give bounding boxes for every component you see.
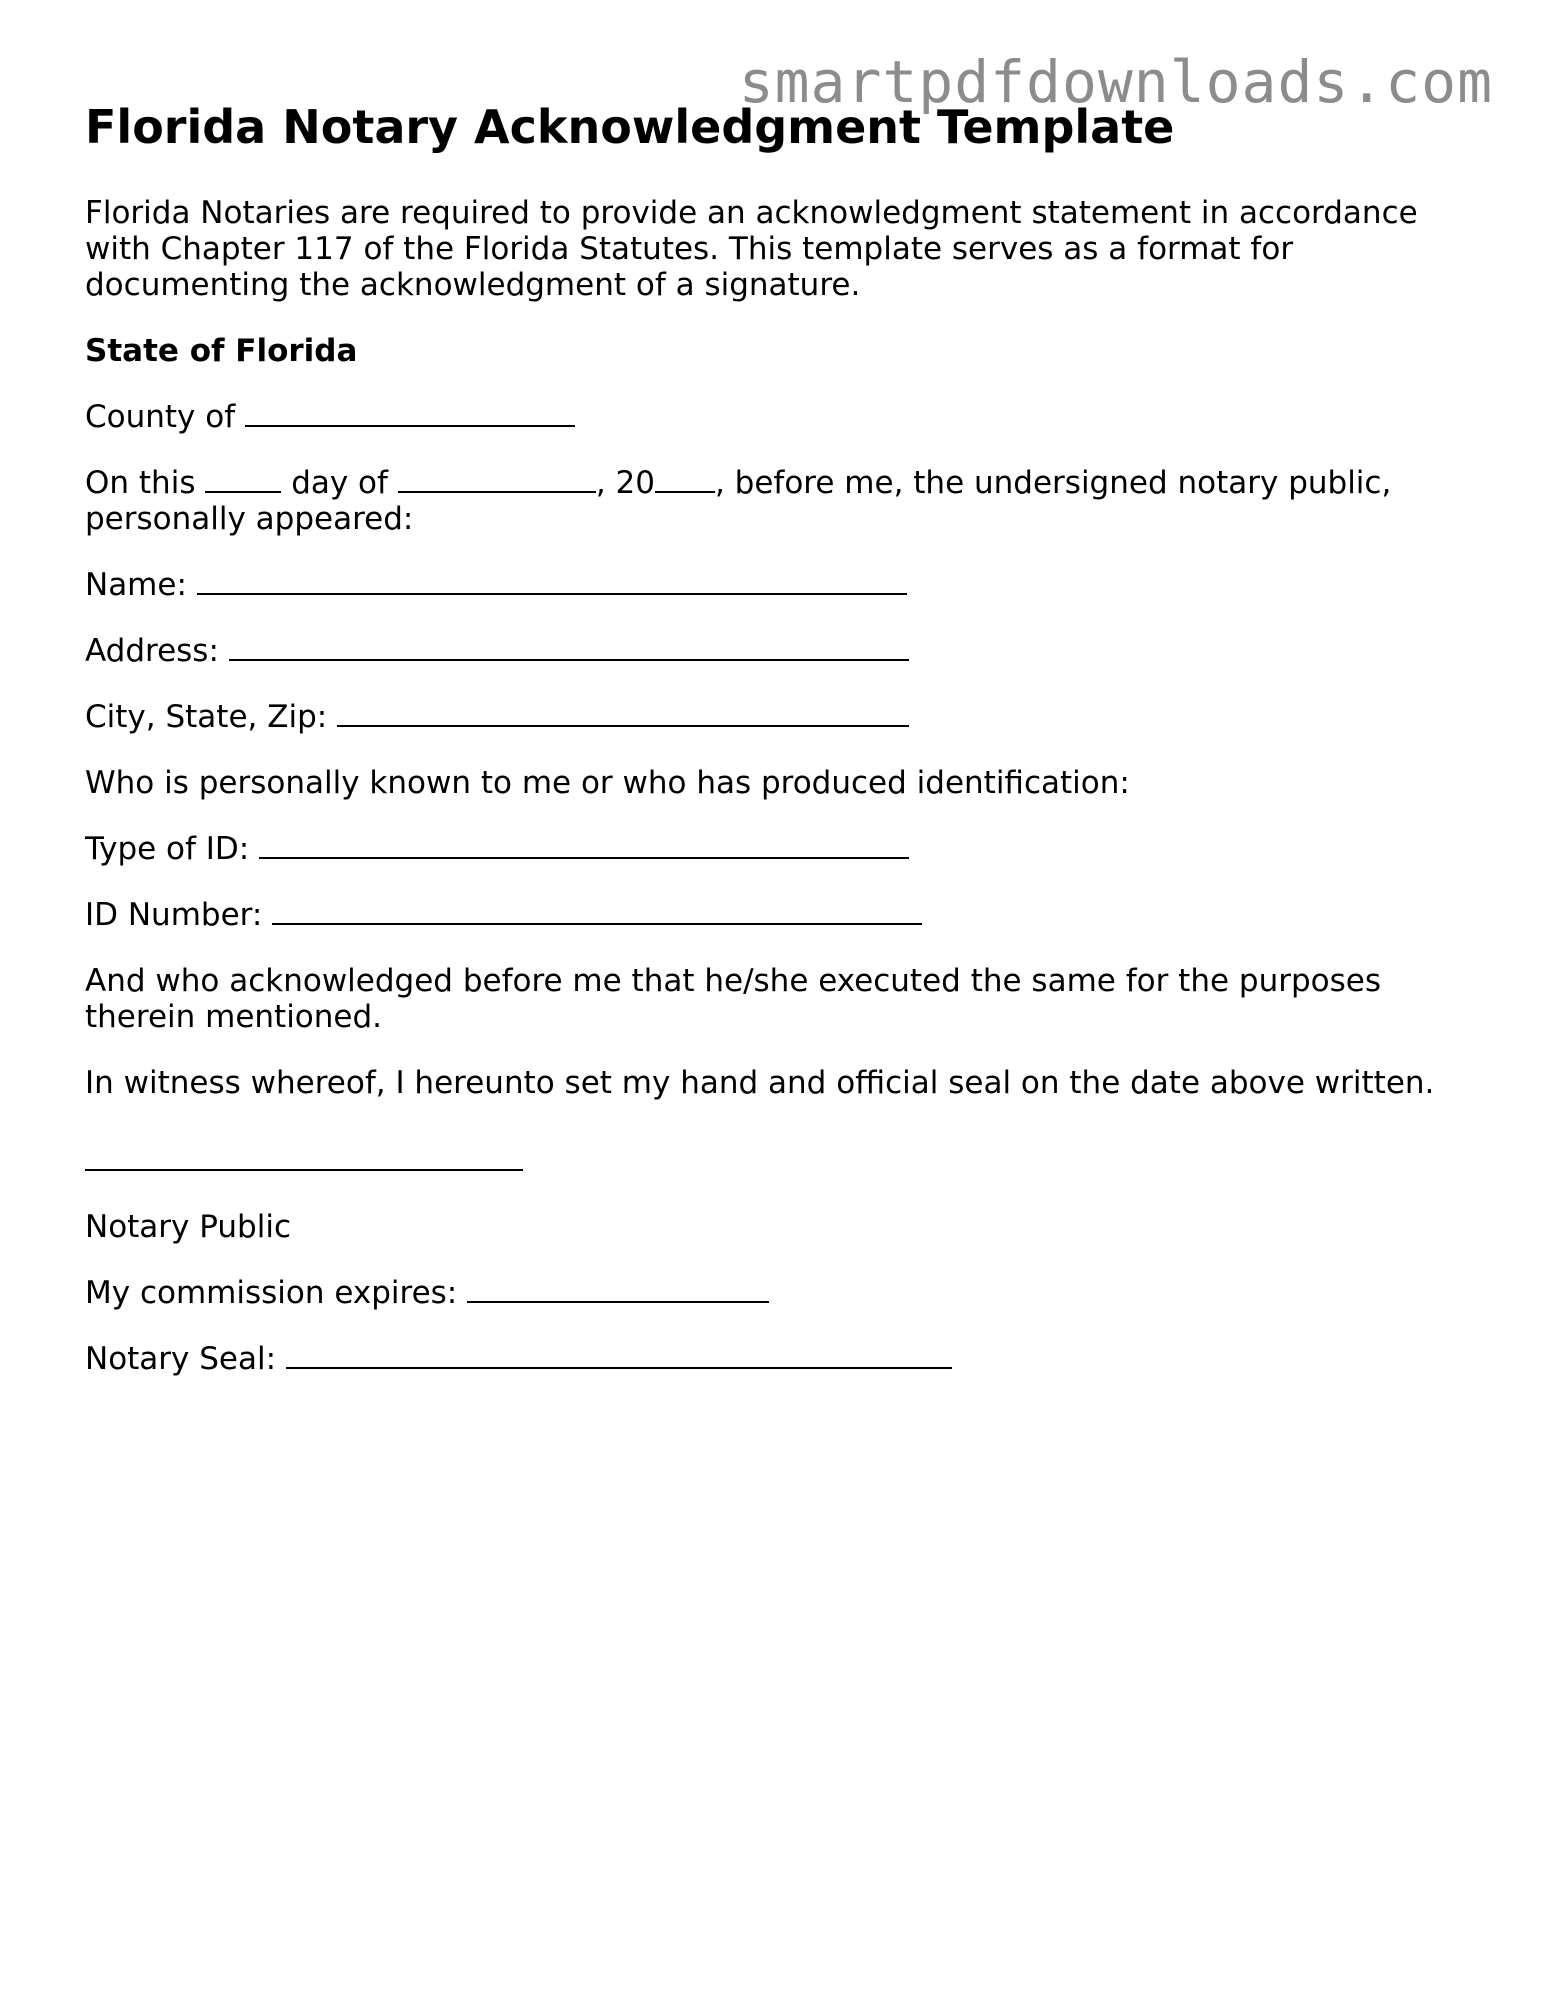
notary-public-label: Notary Public <box>85 1209 291 1246</box>
intro-paragraph: Florida Notaries are required to provide an acknowledgment statement in accordance with Chapter 117 of the Florida Statutes. This template serves as a format for documenting the acknowledgment of a signature. <box>85 195 1418 304</box>
commission-expires-label: My commission expires: <box>85 1275 458 1312</box>
county-line <box>85 399 1465 435</box>
type-of-id-blank[interactable] <box>259 831 909 859</box>
personally-appeared-label: personally appeared: <box>85 501 414 538</box>
on-this-label: On this <box>85 465 196 502</box>
year-blank[interactable] <box>655 465 715 493</box>
state-heading: State of Florida <box>85 333 358 370</box>
commission-expires-blank[interactable] <box>467 1275 769 1303</box>
document-page <box>85 100 1465 1377</box>
name-blank[interactable] <box>197 567 907 595</box>
county-label: County of <box>85 399 236 436</box>
date-line <box>85 465 1465 537</box>
witness-paragraph: In witness whereof, I hereunto set my hand and official seal on the date above written. <box>85 1065 1435 1102</box>
address-line <box>85 633 1465 669</box>
date-line-rest: , before me, the undersigned notary public, <box>714 465 1392 502</box>
notary-seal-label: Notary Seal: <box>85 1341 277 1378</box>
acknowledged-paragraph: And who acknowledged before me that he/she executed the same for the purposes therein mentioned. <box>85 963 1381 1036</box>
type-of-id-line <box>85 831 1465 867</box>
notary-seal-blank[interactable] <box>286 1341 952 1369</box>
year-prefix-label: , 20 <box>595 465 655 502</box>
commission-line <box>85 1275 1465 1311</box>
id-intro: Who is personally known to me or who has produced identification: <box>85 765 1130 802</box>
address-label: Address: <box>85 633 219 670</box>
type-of-id-label: Type of ID: <box>85 831 250 868</box>
notary-seal-line <box>85 1341 1465 1377</box>
id-number-label: ID Number: <box>85 897 263 934</box>
signature-blank[interactable] <box>85 1143 523 1171</box>
page-title: Florida Notary Acknowledgment Template <box>85 100 1175 154</box>
signature-line <box>85 1143 1465 1179</box>
id-number-line <box>85 897 1465 933</box>
id-number-blank[interactable] <box>272 897 922 925</box>
day-blank[interactable] <box>205 465 281 493</box>
city-state-zip-blank[interactable] <box>337 699 909 727</box>
name-label: Name: <box>85 567 187 604</box>
day-of-label: day of <box>291 465 388 502</box>
name-line <box>85 567 1465 603</box>
watermark: smartpdfdownloads.com <box>738 48 1493 116</box>
city-state-zip-line <box>85 699 1465 735</box>
month-blank[interactable] <box>398 465 596 493</box>
address-blank[interactable] <box>229 633 909 661</box>
city-state-zip-label: City, State, Zip: <box>85 699 328 736</box>
county-blank[interactable] <box>245 399 575 427</box>
